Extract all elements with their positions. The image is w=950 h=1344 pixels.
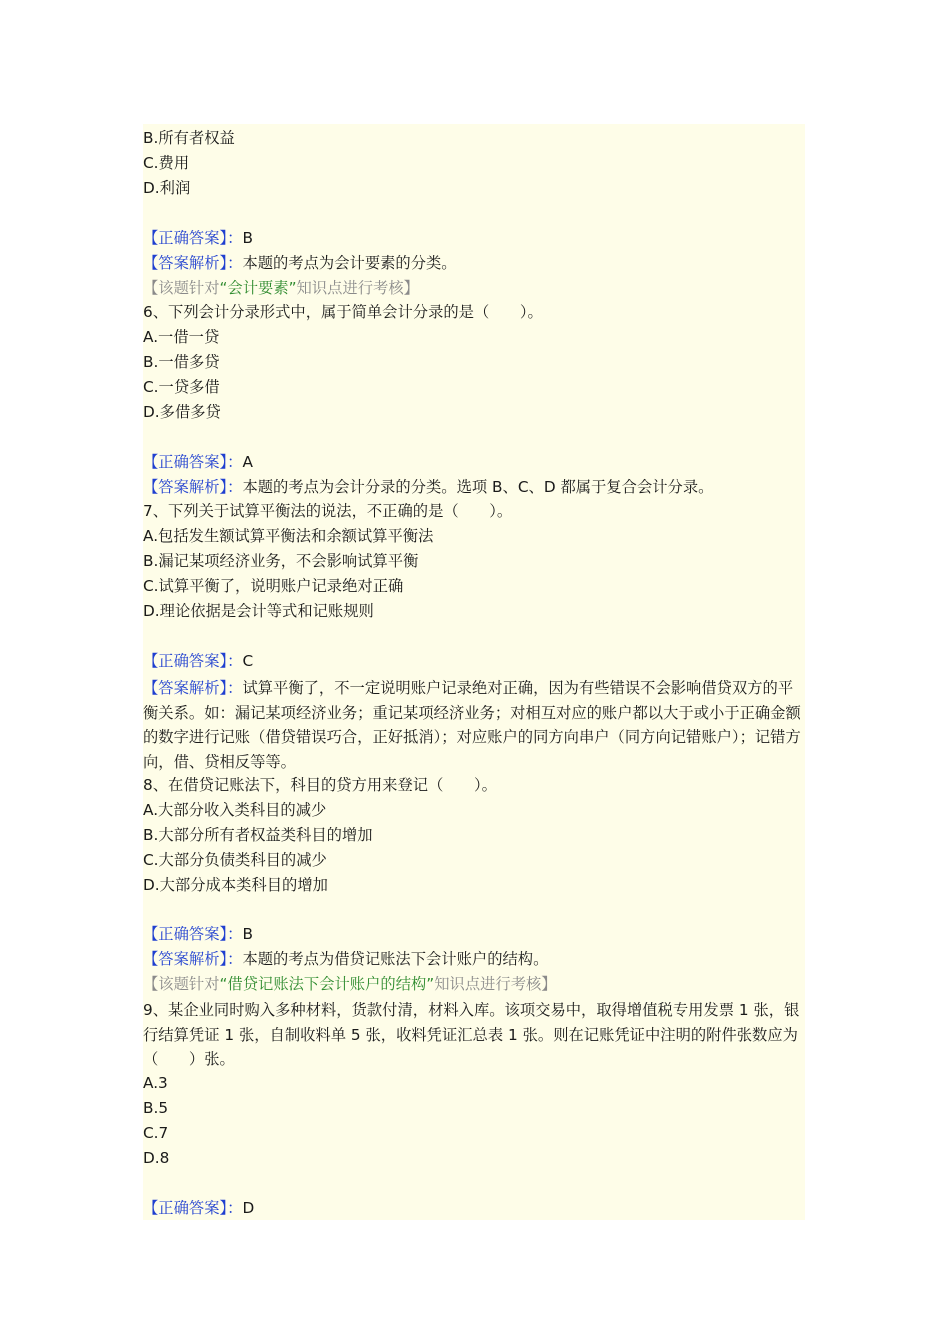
answer-analysis	[143, 253, 805, 273]
answer-label: 【正确答案】：	[143, 652, 243, 670]
answer-value: D	[242, 1199, 255, 1217]
option-c: C.7	[143, 1124, 169, 1142]
option-b: B.大部分所有者权益类科目的增加	[143, 826, 373, 844]
correct-answer	[143, 924, 805, 944]
correct-answer	[143, 651, 805, 671]
option-b: B.5	[143, 1099, 169, 1117]
analysis-label: 【答案解析】：	[143, 254, 243, 272]
question-stem: 7、下列关于试算平衡法的说法，不正确的是（ ）。	[143, 502, 513, 520]
option-a: A.大部分收入类科目的减少	[143, 801, 327, 819]
note-suffix: 知识点进行考核】	[434, 975, 557, 993]
option-d: D.利润	[143, 179, 191, 197]
knowledge-point-link[interactable]: “会计要素”	[219, 279, 297, 297]
correct-answer	[143, 1198, 805, 1218]
knowledge-point-note	[143, 974, 805, 994]
analysis-text: 试算平衡了，不一定说明账户记录绝对正确，因为有些错误不会影响借贷双方的平衡关系。如：漏记某项经济业务；重记某项经济业务；对相互对应的账户都以大于或小于正确金额的数字进行记账（借贷错误巧合，正好抵消）；对应账户的同方向串户（同方向记错账户）；记错方向，借、贷相反等等。	[143, 679, 801, 772]
answer-label: 【正确答案】：	[143, 229, 243, 247]
document-page	[143, 124, 805, 1220]
option-d: D.大部分成本类科目的增加	[143, 876, 328, 894]
option-c: C.费用	[143, 154, 190, 172]
question-stem: 9、某企业同时购入多种材料，货款付清，材料入库。该项交易中，取得增值税专用发票 1 张，银行结算凭证 1 张，自制收料单 5 张，收料凭证汇总表 1 张。则在记账凭证中注明的附件张数应为（ ）张。	[143, 1001, 800, 1069]
option-d: D.多借多贷	[143, 403, 221, 421]
analysis-label: 【答案解析】：	[143, 679, 243, 697]
note-suffix: 知识点进行考核】	[296, 279, 419, 297]
question-stem: 8、在借贷记账法下，科目的贷方用来登记（ ）。	[143, 776, 497, 794]
option-d: D.8	[143, 1149, 170, 1167]
analysis-label: 【答案解析】：	[143, 950, 243, 968]
option-b: B.所有者权益	[143, 129, 235, 147]
answer-analysis	[143, 949, 805, 969]
option-a: A.包括发生额试算平衡法和余额试算平衡法	[143, 527, 434, 545]
option-c: C.大部分负债类科目的减少	[143, 851, 327, 869]
answer-value: B	[242, 925, 253, 943]
analysis-text: 本题的考点为借贷记账法下会计账户的结构。	[242, 950, 549, 968]
option-a: A.3	[143, 1074, 168, 1092]
answer-label: 【正确答案】：	[143, 1199, 243, 1217]
analysis-text: 本题的考点为会计分录的分类。选项 B、C、D 都属于复合会计分录。	[242, 478, 714, 496]
answer-label: 【正确答案】：	[143, 925, 243, 943]
answer-value: A	[242, 453, 253, 471]
answer-analysis	[143, 676, 805, 775]
answer-analysis	[143, 477, 805, 497]
analysis-label: 【答案解析】：	[143, 478, 243, 496]
note-prefix: 【该题针对	[143, 975, 220, 993]
note-prefix: 【该题针对	[143, 279, 220, 297]
option-b: B.一借多贷	[143, 353, 220, 371]
option-c: C.一贷多借	[143, 378, 220, 396]
analysis-text: 本题的考点为会计要素的分类。	[242, 254, 457, 272]
correct-answer	[143, 452, 805, 472]
answer-value: C	[242, 652, 254, 670]
answer-label: 【正确答案】：	[143, 453, 243, 471]
knowledge-point-note	[143, 278, 805, 298]
option-d: D.理论依据是会计等式和记账规则	[143, 602, 374, 620]
option-a: A.一借一贷	[143, 328, 220, 346]
answer-value: B	[242, 229, 253, 247]
correct-answer	[143, 228, 805, 248]
question-stem: 6、下列会计分录形式中，属于简单会计分录的是（ ）。	[143, 303, 543, 321]
option-b: B.漏记某项经济业务，不会影响试算平衡	[143, 552, 419, 570]
knowledge-point-link[interactable]: “借贷记账法下会计账户的结构”	[219, 975, 435, 993]
option-c: C.试算平衡了，说明账户记录绝对正确	[143, 577, 404, 595]
